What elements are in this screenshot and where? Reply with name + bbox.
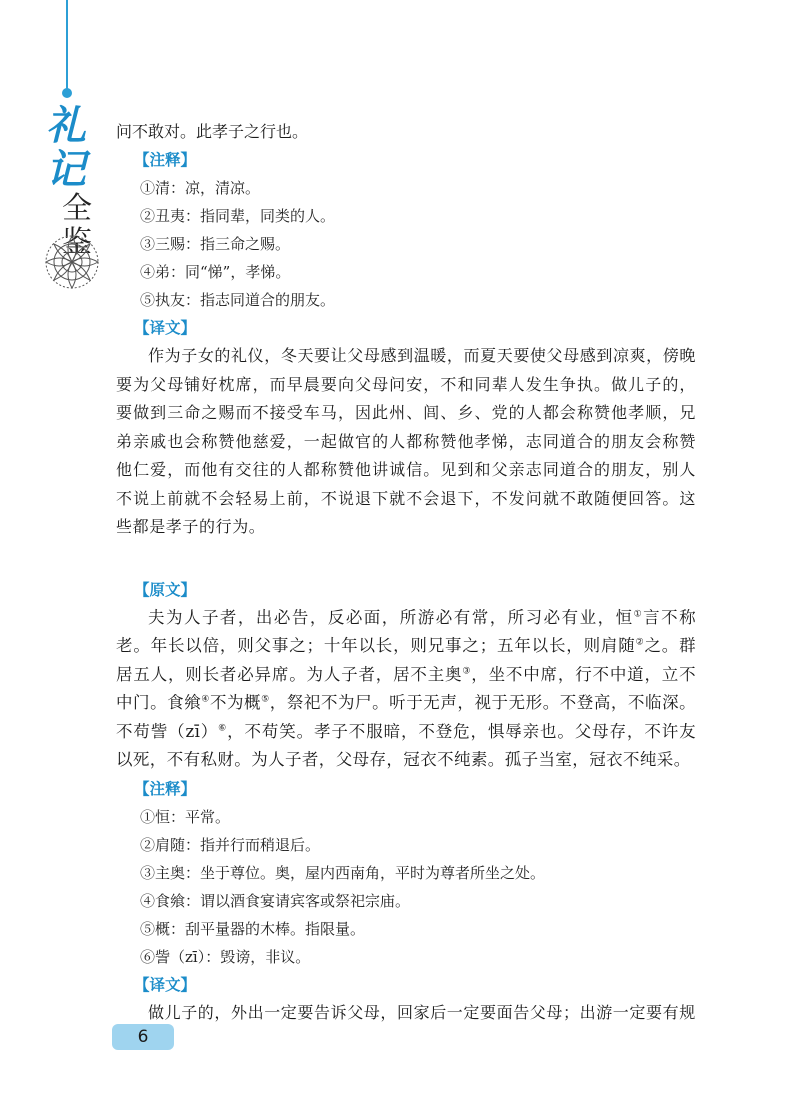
footnote-marker: ⑤ bbox=[261, 694, 270, 705]
footnote-marker: ① bbox=[633, 609, 644, 619]
note-item: ③主奥：坐于尊位。奥，屋内西南角，平时为尊者所坐之处。 bbox=[140, 863, 546, 882]
notes-heading: 【注释】 bbox=[134, 779, 197, 798]
original-heading: 【原文】 bbox=[134, 580, 197, 599]
spine-dot bbox=[62, 88, 72, 98]
note-item: ②肩随：指并行而稍退后。 bbox=[140, 835, 321, 854]
continuation-text: 问不敢对。此孝子之行也。 bbox=[116, 122, 309, 141]
translation-heading: 【译文】 bbox=[134, 975, 197, 994]
floral-ornament-icon bbox=[40, 230, 104, 294]
original-paragraph: 夫为人子者，出必告，反必面，所游必有常，所习必有业，恒①言不称老。年长以倍，则父事之；十年以长，则兄事之；五年以长，则肩随②之。群居五人，则长者必异席。为人子者，居不主奥③，坐不中席，行不中道，立不中门。食飨④不为概⑤，祭祀不为尸。听于无声，视于无形。不登高，不临深。不苟訾（zī）⑥，不苟笑。孝子不服暗，不登危，惧辱亲也。父母存，不许友以死，不有私财。为人子者，父母存，冠衣不纯素。孤子当室，冠衣不纯采。 bbox=[116, 607, 697, 769]
note-item: ②丑夷：指同辈，同类的人。 bbox=[140, 207, 336, 225]
translation-paragraph: 作为子女的礼仪，冬天要让父母感到温暖，而夏天要使父母感到凉爽，傍晚要为父母铺好枕席，而早晨要向父母问安，不和同辈人发生争执。做儿子的，要做到三命之赐而不接受车马，因此州、闾、乡、党的人都会称赞他孝顺，兄弟亲戚也会称赞他慈爱，一起做官的人都称赞他孝悌，志同道合的朋友会称赞他仁爱，而他有交往的人都称赞他讲诚信。见到和父亲志同道合的朋友，别人不说上前就不会轻易上前，不说退下就不会退下，不发问就不敢随便回答。这些都是孝子的行为。 bbox=[116, 346, 696, 536]
translation-paragraph: 做儿子的，外出一定要告诉父母，回家后一定要面告父母；出游一定要有规 bbox=[148, 1002, 696, 1022]
notes-heading: 【注释】 bbox=[134, 151, 197, 169]
footnote-marker: ③ bbox=[462, 666, 472, 676]
footnote-marker: ② bbox=[635, 637, 645, 648]
text-body bbox=[116, 118, 696, 1027]
footnote-marker: ⑥ bbox=[218, 723, 228, 733]
note-item: ⑤概：刮平量器的木棒。指限量。 bbox=[140, 919, 366, 938]
note-item: ①恒：平常。 bbox=[140, 807, 231, 826]
spine-line bbox=[66, 0, 68, 94]
book-subtitle-char: 全 bbox=[62, 191, 92, 226]
note-item: ①清：凉，清凉。 bbox=[140, 179, 261, 197]
book-title-char: 礼 bbox=[46, 102, 86, 149]
page-number-badge: 6 bbox=[112, 1024, 174, 1050]
footnote-marker: ④ bbox=[201, 694, 210, 705]
note-item: ⑤执友：指志同道合的朋友。 bbox=[140, 291, 336, 309]
note-item: ⑥訾（zī）：毁谤，非议。 bbox=[140, 947, 311, 966]
note-item: ③三赐：指三命之赐。 bbox=[140, 235, 291, 253]
note-item: ④食飨：谓以酒食宴请宾客或祭祀宗庙。 bbox=[140, 891, 411, 910]
book-title-char: 记 bbox=[46, 146, 86, 193]
note-item: ④弟：同“悌”，孝悌。 bbox=[140, 263, 291, 281]
section-gap bbox=[116, 542, 696, 576]
book-subtitle-char: 鉴 bbox=[62, 225, 92, 260]
translation-heading: 【译文】 bbox=[134, 319, 197, 337]
